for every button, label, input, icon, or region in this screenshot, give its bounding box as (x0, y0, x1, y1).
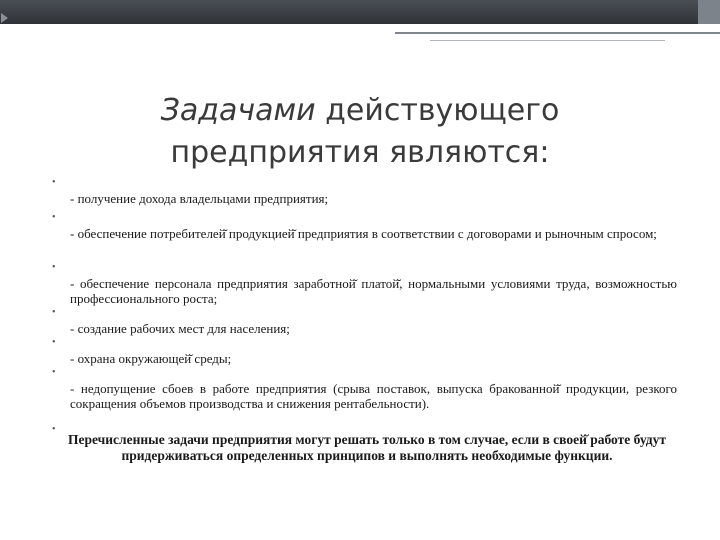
conclusion-text (52, 424, 682, 464)
list-item-text: - охрана окружающей̆ среды; (70, 351, 232, 366)
bullet-icon: • (52, 212, 56, 223)
list-item-text: - получение дохода владельцами предприятия; (70, 191, 329, 206)
bullet-icon: • (52, 367, 56, 378)
title-emphasis: Задачами (160, 93, 316, 128)
divider-line-secondary (430, 40, 665, 41)
list-item (52, 368, 677, 418)
divider-line (395, 32, 720, 34)
title-line-1 (120, 90, 600, 132)
list-item (52, 263, 677, 308)
list-item (52, 213, 677, 263)
list-item-text: - недопущение сбоев в работе предприятия (срыва поставок, выпуска бракованной̆ продукции, резкого сокращения объемов производства и снижения рентабельности). (70, 381, 677, 411)
list-item-text: - обеспечение персонала предприятия заработной̆ платой̆, нормальными условиями труда, возможностью профессионального роста; (70, 276, 677, 306)
list-item-text: - создание рабочих мест для населения; (70, 321, 290, 336)
top-bar (0, 0, 720, 24)
top-bar-accent (698, 0, 720, 24)
list-item-text: - обеспечение потребителей̆ продукцией̆ предприятия в соответствии с договорами и рыночным спросом; (70, 226, 657, 241)
title-line-2: предприятия являются: (170, 135, 550, 170)
conclusion-body: Перечисленные задачи предприятия могут решать только в том случае, если в своей̆ работе будут придерживаться определенных принципов и выполнять необходимые функции. (68, 432, 666, 463)
bullet-icon: • (52, 424, 56, 435)
task-list (52, 178, 677, 418)
corner-triangle-icon (1, 13, 8, 23)
list-item (52, 178, 677, 213)
bullet-icon: • (52, 262, 56, 273)
bullet-icon: • (52, 337, 56, 348)
bullet-icon: • (52, 307, 56, 318)
slide-title (120, 90, 600, 174)
list-item (52, 338, 677, 368)
title-rest: действующего (315, 93, 560, 128)
bullet-icon: • (52, 177, 56, 188)
list-item (52, 308, 677, 338)
